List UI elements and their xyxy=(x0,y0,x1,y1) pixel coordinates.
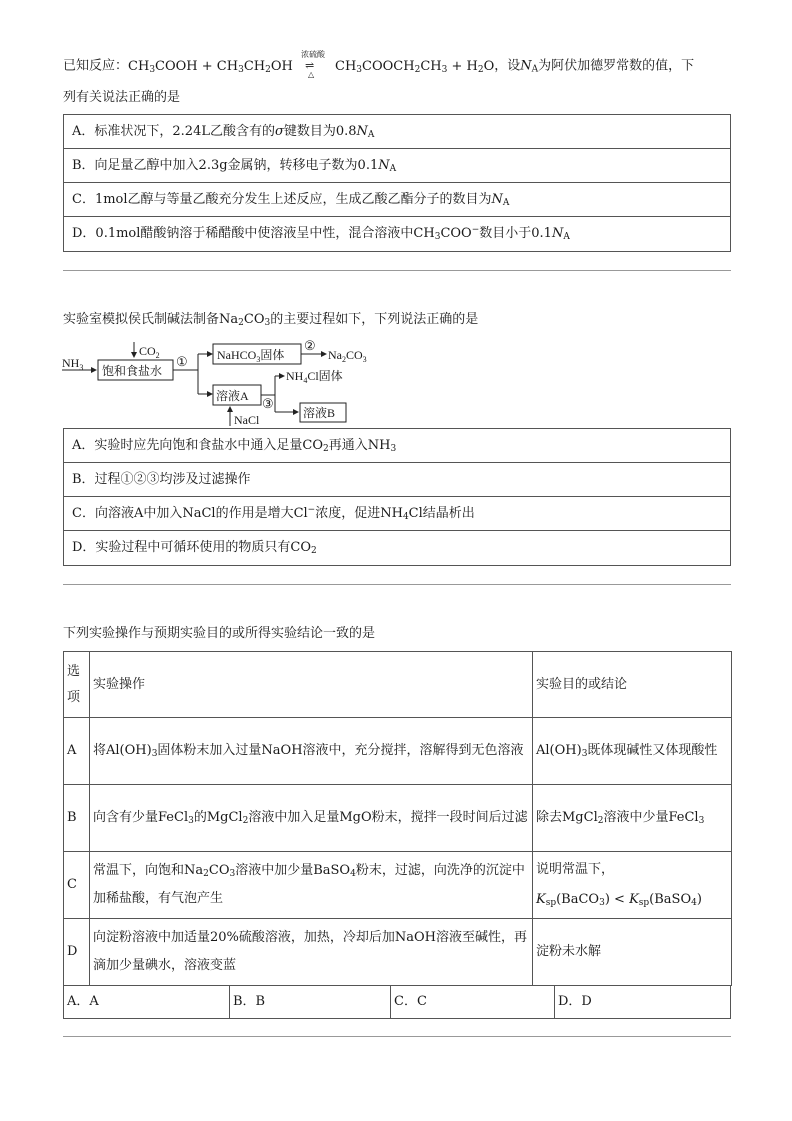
process-flow-diagram xyxy=(62,340,382,430)
row-conclusion: 说明常温下， $K_{sp}(BaCO_3)$ < $K_{sp}(BaSO_4)$ xyxy=(533,852,732,919)
q3-answer-row xyxy=(63,985,731,1019)
nh4cl-label: $NH_4Cl$固体 xyxy=(286,369,343,385)
q3-answer-b[interactable]: B．B xyxy=(230,986,391,1018)
table-row xyxy=(64,919,732,986)
q2-stem: 实验室模拟侯氏制碱法制备$Na_2CO_3$的主要过程如下，下列说法正确的是 xyxy=(63,312,479,328)
q3-answer-c[interactable]: C．C xyxy=(391,986,555,1018)
nacl-label: NaCl xyxy=(234,413,260,427)
step2-label: ② xyxy=(304,340,316,353)
row-conclusion: 淀粉未水解 xyxy=(533,919,732,986)
q3-answer-a[interactable]: A．A xyxy=(64,986,230,1018)
q1-option-c[interactable]: C．1mol乙醇与等量乙酸充分发生上述反应，生成乙酸乙酯分子的数目为$N_A$ xyxy=(64,183,730,217)
step1-label: ① xyxy=(176,354,188,369)
divider-1 xyxy=(63,270,731,271)
q1-option-d[interactable]: D．0.1mol醋酸钠溶于稀醋酸中使溶液呈中性，混合溶液中$CH_3COO^-$数目小于$0.1N_A$ xyxy=(72,225,570,242)
co2-label: $CO_2$ xyxy=(139,344,160,360)
q2-option-a[interactable]: A．实验时应先向饱和食盐水中通入足量$CO_2$再通入$NH_3$ xyxy=(64,429,730,463)
header-option: 选 项 xyxy=(64,652,90,718)
q1-stem-post: 为阿伏加德罗常数的值，下 xyxy=(538,58,695,74)
table-row xyxy=(64,718,732,785)
equilibrium-arrow-icon: ⇌ xyxy=(305,59,315,72)
row-conclusion: 除去MgCl$_2$溶液中少量FeCl$_3$ xyxy=(533,785,732,852)
header-operation: 实验操作 xyxy=(90,652,533,718)
q2-option-d[interactable]: D．实验过程中可循环使用的物质只有$CO_2$ xyxy=(72,540,317,556)
q1-option-a[interactable]: A．标准状况下，2.24L乙酸含有的σ键数目为$0.8N_A$ xyxy=(64,115,730,149)
row-operation: 将$Al(OH)_3$固体粉末加入过量NaOH溶液中，充分搅拌，溶解得到无色溶液 xyxy=(90,718,533,785)
row-label: C xyxy=(64,852,90,919)
reaction-condition xyxy=(301,50,331,79)
q2-options xyxy=(63,428,731,566)
q2-option-c[interactable]: C．向溶液A中加入NaCl的作用是增大Cl−浓度，促进$NH_4Cl$结晶析出 xyxy=(64,497,730,531)
header-conclusion: 实验目的或结论 xyxy=(533,652,732,718)
q1-reactants: $CH_3COOH + CH_3CH_2OH$ xyxy=(128,58,293,75)
q2-option-b[interactable]: B．过程①②③均涉及过滤操作 xyxy=(64,463,730,497)
divider-3 xyxy=(63,1036,731,1037)
nh3-label: $NH_3$ xyxy=(62,356,84,372)
row-label: D xyxy=(64,919,90,986)
na2co3-label: $Na_2CO_3$ xyxy=(328,348,367,364)
row-operation: 常温下，向饱和$Na_2CO_3$溶液中加少量BaSO$_4$粉末，过滤，向洗净的沉淀中加稀盐酸，有气泡产生 xyxy=(90,852,533,919)
row-operation: 向淀粉溶液中加适量20%硫酸溶液，加热，冷却后加NaOH溶液至碱性，再滴加少量碘水，溶液变蓝 xyxy=(90,919,533,986)
catalyst-label: 浓硫酸 xyxy=(301,50,325,59)
row-label: A xyxy=(64,718,90,785)
q1-products: $CH_3COOCH_2CH_3 + H_2O$ xyxy=(335,58,495,75)
brine-label: 饱和食盐水 xyxy=(102,364,163,378)
solution-a-label: 溶液A xyxy=(216,389,249,403)
q3-answer-d[interactable]: D．D xyxy=(558,994,592,1009)
q1-stem-line2: 列有关说法正确的是 xyxy=(63,90,181,105)
table-header-row xyxy=(64,652,732,718)
nahco3-label: NaHCO$_3$固体 xyxy=(217,348,285,364)
q1-option-b[interactable]: B．向足量乙醇中加入2.3g金属钠，转移电子数为$0.1N_A$ xyxy=(64,149,730,183)
row-label: B xyxy=(64,785,90,852)
experiment-table xyxy=(63,651,732,986)
solution-b-label: 溶液B xyxy=(303,406,336,420)
q1-stem-pre: 已知反应： xyxy=(63,58,129,74)
divider-2 xyxy=(63,584,731,585)
heat-label: △ xyxy=(308,70,315,79)
row-conclusion: $Al(OH)_3$既体现碱性又体现酸性 xyxy=(533,718,732,785)
table-row xyxy=(64,785,732,852)
step3-label: ③ xyxy=(262,396,274,411)
q3-stem: 下列实验操作与预期实验目的或所得实验结论一致的是 xyxy=(63,626,376,641)
q1-stem-line1: 已知反应：$CH_3COOH + CH_3CH_2OH$ 浓硫酸 ⇌ △ $CH_3COOCH_2CH_3 + H_2O$，设$N_A$为阿伏加德罗常数的值，下 xyxy=(63,50,695,79)
q1-options xyxy=(63,114,731,252)
table-row xyxy=(64,852,732,919)
row-operation: 向含有少量FeCl$_3$的MgCl$_2$溶液中加入足量MgO粉末，搅拌一段时间后过滤 xyxy=(90,785,533,852)
